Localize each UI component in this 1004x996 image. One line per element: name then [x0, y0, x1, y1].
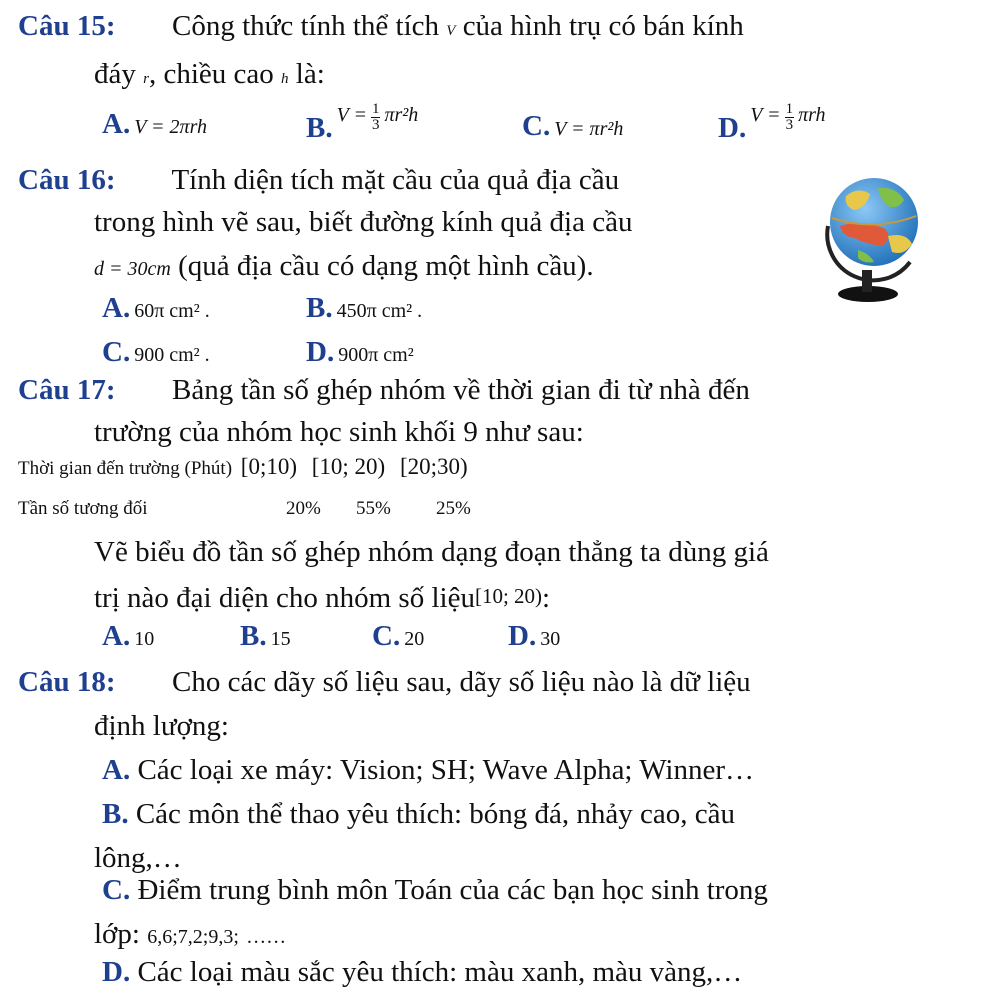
q17-option-b-expr: 15	[270, 628, 291, 650]
q17-text4: trị nào đại diện cho nhóm số liệu	[94, 582, 475, 614]
q18-option-b-text1: Các môn thể thao yêu thích: bóng đá, nhảy cao, cầu	[135, 798, 735, 830]
q17-option-c[interactable]	[372, 620, 424, 653]
q17-option-d[interactable]	[508, 620, 560, 653]
q18-option-a-key: A.	[102, 754, 131, 786]
q16-label: Câu 16:	[18, 164, 116, 196]
q16-option-c-key: C.	[102, 336, 131, 368]
q18-option-c-key: C.	[102, 874, 131, 906]
q16-option-d-key: D.	[306, 336, 335, 368]
q15-option-d-post: πrh	[798, 104, 826, 126]
q16-option-a-expr: 60π cm² .	[134, 300, 210, 322]
q17-group-ref: [10; 20)	[474, 584, 543, 608]
q15-option-c-expr: V = πr²h	[554, 118, 624, 140]
q18-option-b-text2: lông,…	[94, 842, 182, 874]
q18-option-c[interactable]	[102, 872, 768, 908]
q18-option-d-text: Các loại màu sắc yêu thích: màu xanh, màu vàng,…	[137, 956, 743, 988]
q18-option-d-key: D.	[102, 956, 131, 988]
q18-option-c-text2: lớp:	[94, 918, 140, 950]
q17-table-row1	[18, 454, 468, 480]
q16-option-b-expr: 450π cm² .	[336, 300, 423, 322]
q17-option-a-key: A.	[102, 620, 131, 652]
q18-line2: định lượng:	[94, 710, 229, 742]
q17-value-2: 55%	[356, 498, 391, 519]
q16-line2: trong hình vẽ sau, biết đường kính quả địa cầu	[94, 206, 633, 238]
q16-option-b-key: B.	[306, 292, 333, 324]
q15-option-a[interactable]	[102, 108, 207, 141]
q17-group-2: [10; 20)	[311, 454, 386, 479]
q15-option-b-post: πr²h	[384, 104, 419, 126]
q16-d-value: d = 30cm	[94, 258, 171, 280]
q16-text1: Tính diện tích mặt cầu của quả địa cầu	[171, 164, 620, 196]
q15-option-a-key: A.	[102, 108, 131, 140]
q16-text3: (quả địa cầu có dạng một hình cầu).	[178, 250, 594, 282]
q15-option-b-pre: V =	[336, 104, 367, 126]
q18-option-b-key: B.	[102, 798, 129, 830]
q17-option-a[interactable]	[102, 620, 154, 653]
q15-option-a-expr: V = 2πrh	[134, 116, 207, 138]
q15-option-d[interactable]	[718, 96, 826, 144]
q18-text1: Cho các dãy số liệu sau, dãy số liệu nào là dữ liệu	[171, 666, 751, 698]
q18-option-c-text1: Điểm trung bình môn Toán của các bạn học sinh trong	[137, 874, 768, 906]
q17-table-row2-header: Tần số tương đối	[18, 498, 148, 519]
q17-line3: Vẽ biểu đồ tần số ghép nhóm dạng đoạn thẳng ta dùng giá	[94, 536, 769, 568]
q15-label: Câu 15:	[18, 10, 116, 42]
q18-line1	[18, 664, 751, 700]
q15-text2c: là:	[295, 58, 325, 90]
q17-option-b-key: B.	[240, 620, 267, 652]
q18-option-a-text: Các loại xe máy: Vision; SH; Wave Alpha; Winner…	[137, 754, 755, 786]
q17-value-3: 25%	[436, 498, 471, 519]
q17-text1: Bảng tần số ghép nhóm về thời gian đi từ nhà đến	[171, 374, 750, 406]
q17-line2: trường của nhóm học sinh khối 9 như sau:	[94, 416, 584, 448]
q17-option-c-key: C.	[372, 620, 401, 652]
q18-option-a[interactable]	[102, 752, 754, 788]
q18-option-b[interactable]	[102, 796, 735, 832]
q15-text2b: , chiều cao	[148, 58, 274, 90]
q16-option-b[interactable]	[306, 292, 422, 325]
q17-value-1: 20%	[286, 498, 321, 519]
q18-label: Câu 18:	[18, 666, 116, 698]
q17-option-d-key: D.	[508, 620, 537, 652]
q15-text1: Công thức tính thể tích	[171, 10, 440, 42]
q16-option-a-key: A.	[102, 292, 131, 324]
q15-option-c[interactable]	[522, 110, 623, 143]
q15-option-d-key: D.	[718, 112, 747, 144]
q17-group-1: [0;10)	[240, 454, 297, 479]
q15-var-r: r	[143, 71, 149, 87]
q16-option-d[interactable]	[306, 336, 414, 369]
q15-option-b-frac: $\frac{1}{3}$	[371, 100, 380, 133]
q15-var-v: V	[446, 23, 456, 39]
q16-line3	[94, 248, 594, 287]
q16-option-a[interactable]	[102, 292, 210, 325]
q17-label: Câu 17:	[18, 374, 116, 406]
q17-group-3: [20;30)	[399, 454, 468, 479]
q17-table-header1: Thời gian đến trường (Phút)	[18, 458, 233, 479]
q15-option-d-pre: V =	[750, 104, 781, 126]
q16-option-d-expr: 900π cm²	[338, 344, 414, 366]
q17-option-d-expr: 30	[540, 628, 561, 650]
q18-option-c-line2	[94, 916, 286, 955]
q15-line1	[18, 8, 744, 49]
q15-line2	[94, 56, 325, 97]
q16-line1	[18, 162, 619, 198]
q15-option-b[interactable]	[306, 96, 419, 144]
q18-option-d[interactable]	[102, 954, 742, 990]
q18-option-c-dots: ……	[246, 926, 287, 948]
q15-var-h: h	[281, 71, 289, 87]
q15-option-d-frac: $\frac{1}{3}$	[785, 100, 794, 133]
q17-option-c-expr: 20	[404, 628, 425, 650]
globe-image	[818, 166, 928, 306]
q16-option-c-expr: 900 cm² .	[134, 344, 210, 366]
q17-option-b[interactable]	[240, 620, 291, 653]
q15-option-c-key: C.	[522, 110, 551, 142]
q17-option-a-expr: 10	[134, 628, 155, 650]
q17-line4: trị nào đại diện cho nhóm số liệu[10; 20):	[94, 582, 551, 614]
q15-text2a: đáy	[94, 58, 136, 90]
q15-text1b: của hình trụ có bán kính	[462, 10, 744, 42]
q17-line1	[18, 372, 750, 408]
q18-option-c-scores: 6,6;7,2;9,3;	[147, 926, 239, 948]
q16-option-c[interactable]	[102, 336, 210, 369]
q15-option-b-key: B.	[306, 112, 333, 144]
